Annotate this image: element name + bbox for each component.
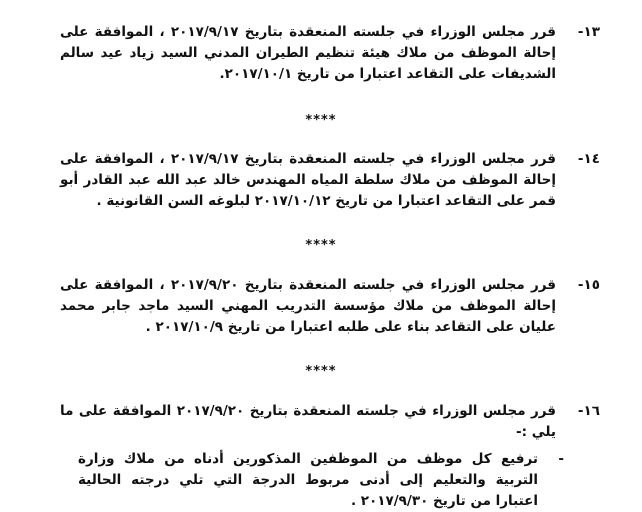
item-text: قرر مجلس الوزراء في جلسته المنعقدة بتاريخ ٢٠١٧/٩/١٧ ، الموافقة على إحالة الموظف من ملاك سلطة المياه المهندس خالد عبد الله عبد القادر أبو قمر على التقاعد اعتبارا من تاريخ ٢٠١٧/١٠/١٢ لبلوغه السن القانونية . [60, 151, 557, 209]
decision-item-14 [60, 149, 600, 212]
item-text: قرر مجلس الوزراء في جلسته المنعقدة بتاريخ ٢٠١٧/٩/٢٠ الموافقة على ما يلي :- [60, 403, 557, 440]
decision-item-16 [60, 401, 600, 443]
decision-item-15 [60, 275, 600, 338]
item-number: ١٤- [577, 151, 600, 167]
decision-item-13 [60, 22, 600, 85]
bullet-item [78, 449, 564, 512]
separator-3: **** [305, 364, 337, 379]
bullet-mark: - [558, 451, 564, 467]
item-number: ١٣- [577, 24, 600, 40]
item-text: قرر مجلس الوزراء في جلسته المنعقدة بتاريخ ٢٠١٧/٩/٢٠ ، الموافقة على إحالة الموظف من ملاك مؤسسة التدريب المهني السيد ماجد جابر محمد عليان على التقاعد بناء على طلبه اعتبارا من تاريخ ٢٠١٧/١٠/٩ . [60, 277, 557, 335]
item-text: قرر مجلس الوزراء في جلسته المنعقدة بتاريخ ٢٠١٧/٩/١٧ ، الموافقة على إحالة الموظف من ملاك هيئة تنظيم الطيران المدني السيد زياد عيد سالم الشديفات على التقاعد اعتبارا من تاريخ ٢٠١٧/١٠/١. [60, 24, 557, 82]
separator-2: **** [305, 238, 337, 253]
item-number: ١٦- [577, 403, 600, 419]
bullet-text: ترفيع كل موظف من الموظفين المذكورين أدناه من ملاك وزارة التربية والتعليم إلى أدنى مربوط الدرجة التي تلي درجته الحالية اعتبارا من تاريخ ٢٠١٧/٩/٣٠ . [78, 451, 538, 509]
separator-1: **** [305, 113, 337, 128]
item-number: ١٥- [577, 277, 600, 293]
